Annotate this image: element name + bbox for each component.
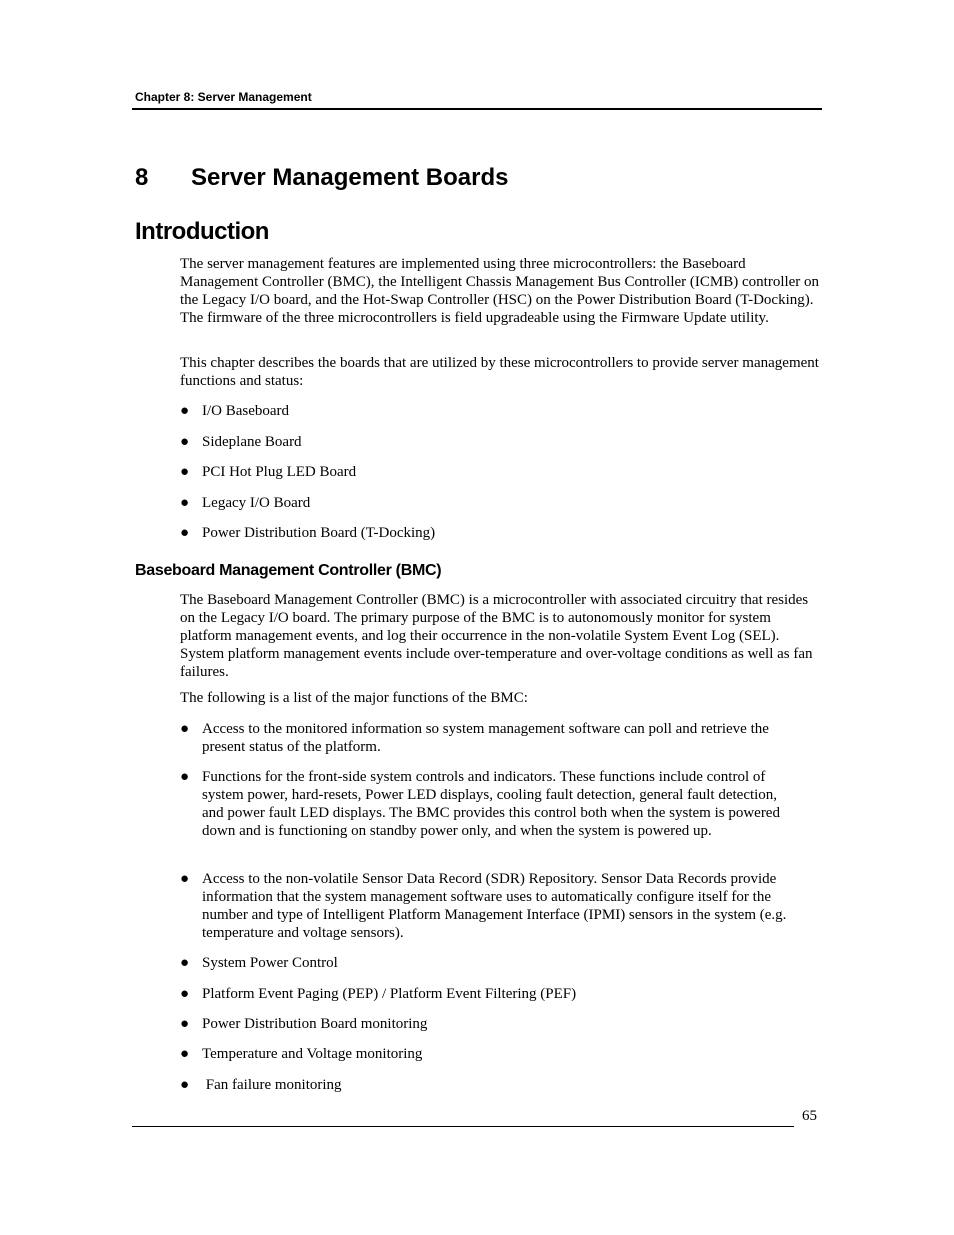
bmc-paragraph-2: The following is a list of the major functions of the BMC: (180, 690, 528, 706)
list-item-text: Power Distribution Board monitoring (202, 1016, 428, 1032)
chapter-title (135, 162, 508, 194)
chapter-title-text: Server Management Boards (191, 164, 509, 191)
list-item-text: Platform Event Paging (PEP) / Platform Event Filtering (PEF) (202, 986, 577, 1002)
list-item (180, 720, 800, 756)
intro-paragraph-1: The server management features are implemented using three microcontrollers: the Baseboard Management Controller (BMC), the Intelligent Chassis Management Bus Controller (ICMB) controller on the Legacy I/O board, and the Hot-Swap Controller (HSC) on the Power Distribution Board (T-Docking). The firmware of the three microcontrollers is field upgradeable using the Firmware Update utility. (180, 256, 820, 326)
list-item (180, 402, 800, 420)
bullet-dot-icon: ● (180, 986, 190, 1002)
header-rule (132, 108, 822, 110)
list-item (180, 870, 800, 942)
chapter-number: 8 (135, 164, 149, 191)
list-item-text: Legacy I/O Board (202, 494, 311, 511)
bullet-dot-icon: ● (180, 1046, 190, 1062)
list-item (180, 433, 800, 451)
bullet-dot-icon: ● (180, 494, 190, 511)
bullet-dot-icon: ● (180, 871, 190, 887)
section-title-introduction: Introduction (135, 218, 269, 245)
bullet-dot-icon: ● (180, 403, 190, 419)
list-item-text: System Power Control (202, 955, 338, 971)
bullet-dot-icon: ● (180, 1077, 190, 1093)
list-item (180, 524, 800, 542)
bullet-dot-icon: ● (180, 955, 190, 971)
bullet-dot-icon: ● (180, 525, 190, 541)
list-item-text: Sideplane Board (202, 433, 302, 450)
intro-paragraph-2: This chapter describes the boards that are utilized by these microcontrollers to provide server management functions and status: (180, 355, 819, 389)
list-item (180, 494, 800, 512)
list-item-text: Power Distribution Board (T-Docking) (202, 525, 436, 541)
list-item-text: PCI Hot Plug LED Board (202, 464, 357, 480)
bullet-dot-icon: ● (180, 769, 190, 785)
bmc-paragraph-1: The Baseboard Management Controller (BMC) is a microcontroller with associated circuitry that resides on the Legacy I/O board. The primary purpose of the BMC is to autonomously monitor for system platform management events, and log their occurrence in the non-volatile System Event Log (SEL). System platform management events include over-temperature and over-voltage conditions as well as fan failures. (180, 592, 813, 680)
list-item (180, 985, 800, 1003)
list-item-text: Fan failure monitoring (202, 1077, 342, 1093)
list-item (180, 768, 800, 840)
list-item-text: Functions for the front-side system controls and indicators. These functions include control of system power, hard-resets, Power LED displays, cooling fault detection, general fault detection, and power fault LED displays. The BMC provides this control both when the system is powered down and is functioning on standby power only, and when the system is powered up. (202, 769, 780, 839)
list-item-text: I/O Baseboard (202, 403, 290, 419)
bullet-dot-icon: ● (180, 433, 190, 450)
bullet-dot-icon: ● (180, 464, 190, 480)
list-item-text: Access to the non-volatile Sensor Data Record (SDR) Repository. Sensor Data Records provide information that the system management software uses to automatically configure itself for the number and type of Intelligent Platform Management Interface (IPMI) sensors in the system (e.g. temperature and voltage sensors). (202, 871, 787, 941)
list-item (180, 463, 800, 481)
boards-list (180, 402, 800, 555)
subsection-title-bmc: Baseboard Management Controller (BMC) (135, 562, 442, 579)
list-item-text: Access to the monitored information so system management software can poll and retrieve the present status of the platform. (202, 721, 769, 755)
list-item (180, 1015, 800, 1033)
list-item-text: Temperature and Voltage monitoring (202, 1046, 423, 1062)
running-header: Chapter 8: Server Management (135, 90, 312, 104)
list-item (180, 1076, 800, 1094)
list-item (180, 954, 800, 972)
bullet-dot-icon: ● (180, 1016, 190, 1032)
bullet-dot-icon: ● (180, 721, 190, 737)
page-number: 65 (802, 1108, 817, 1124)
list-item (180, 1045, 800, 1063)
footer-rule (132, 1126, 794, 1127)
